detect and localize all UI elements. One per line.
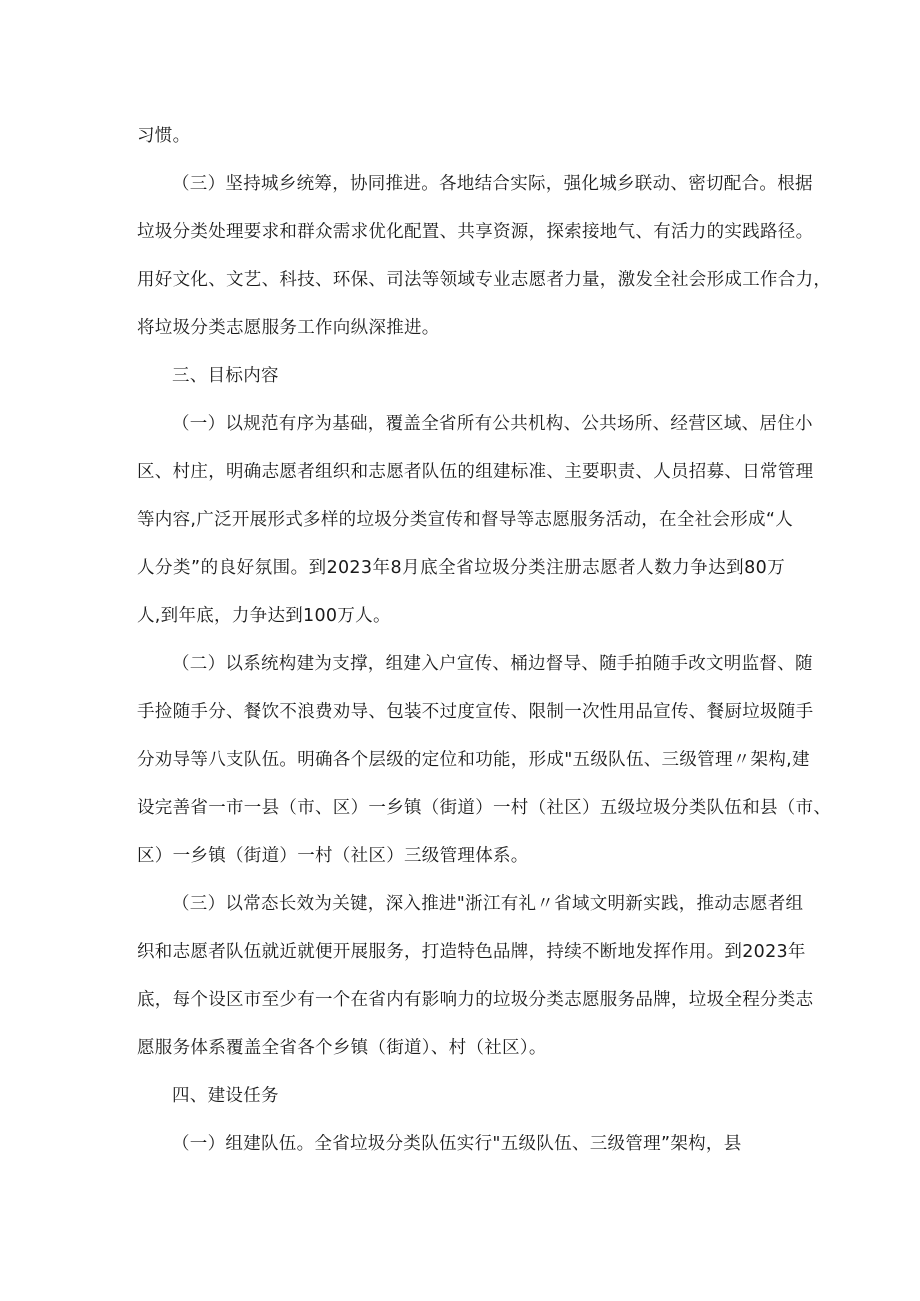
text-line: 用好文化、文艺、科技、环保、司法等领域专业志愿者力量，激发全社会形成工作合力， xyxy=(137,270,832,290)
section-heading: 四、建设任务 xyxy=(172,1086,279,1106)
text-line: 区）一乡镇（街道）一村（社区）三级管理体系。 xyxy=(137,846,529,866)
text-line: 手捡随手分、餐饮不浪费劝导、包装不过度宣传、限制一次性用品宣传、餐厨垃圾随手 xyxy=(137,702,814,722)
text-line: 区、村庄，明确志愿者组织和志愿者队伍的组建标准、主要职责、人员招募、日常管理 xyxy=(137,462,814,482)
text-line: 垃圾分类处理要求和群众需求优化配置、共享资源，探索接地气、有活力的实践路径。 xyxy=(137,222,814,242)
section-heading: 三、目标内容 xyxy=(172,366,279,386)
text-line: 底，每个设区市至少有一个在省内有影响力的垃圾分类志愿服务品牌，垃圾全程分类志 xyxy=(137,990,814,1010)
text-line: （三）坚持城乡统筹，协同推进。各地结合实际，强化城乡联动、密切配合。根据 xyxy=(172,174,813,194)
text-line: 织和志愿者队伍就近就便开展服务，打造特色品牌，持续不断地发挥作用。到2023年 xyxy=(137,942,806,962)
text-line: 人,到年底，力争达到100万人。 xyxy=(137,606,391,626)
text-line: （二）以系统构建为支撑，组建入户宣传、桶边督导、随手拍随手改文明监督、随 xyxy=(172,654,813,674)
text-line: 设完善省一市一县（市、区）一乡镇（街道）一村（社区）五级垃圾分类队伍和县（市、 xyxy=(137,798,832,818)
text-line: （三）以常态长效为关键，深入推进"浙江有礼〃省域文明新实践，推动志愿者组 xyxy=(172,894,804,914)
text-line: 将垃圾分类志愿服务工作向纵深推进。 xyxy=(137,318,440,338)
text-line: 人分类”的良好氛围。到2023年8月底全省垃圾分类注册志愿者人数力争达到80万 xyxy=(137,558,785,578)
text-line: （一）组建队伍。全省垃圾分类队伍实行"五级队伍、三级管理”架构，县 xyxy=(172,1134,742,1154)
text-line: 分劝导等八支队伍。明确各个层级的定位和功能，形成"五级队伍、三级管理〃架构,建 xyxy=(137,750,810,770)
text-line: （一）以规范有序为基础，覆盖全省所有公共机构、公共场所、经营区域、居住小 xyxy=(172,414,813,434)
text-line: 愿服务体系覆盖全省各个乡镇（街道）、村（社区）。 xyxy=(137,1038,547,1058)
text-line: 等内容,广泛开展形式多样的垃圾分类宣传和督导等志愿服务活动，在全社会形成“人 xyxy=(137,510,794,530)
text-line: 习惯。 xyxy=(137,126,191,146)
